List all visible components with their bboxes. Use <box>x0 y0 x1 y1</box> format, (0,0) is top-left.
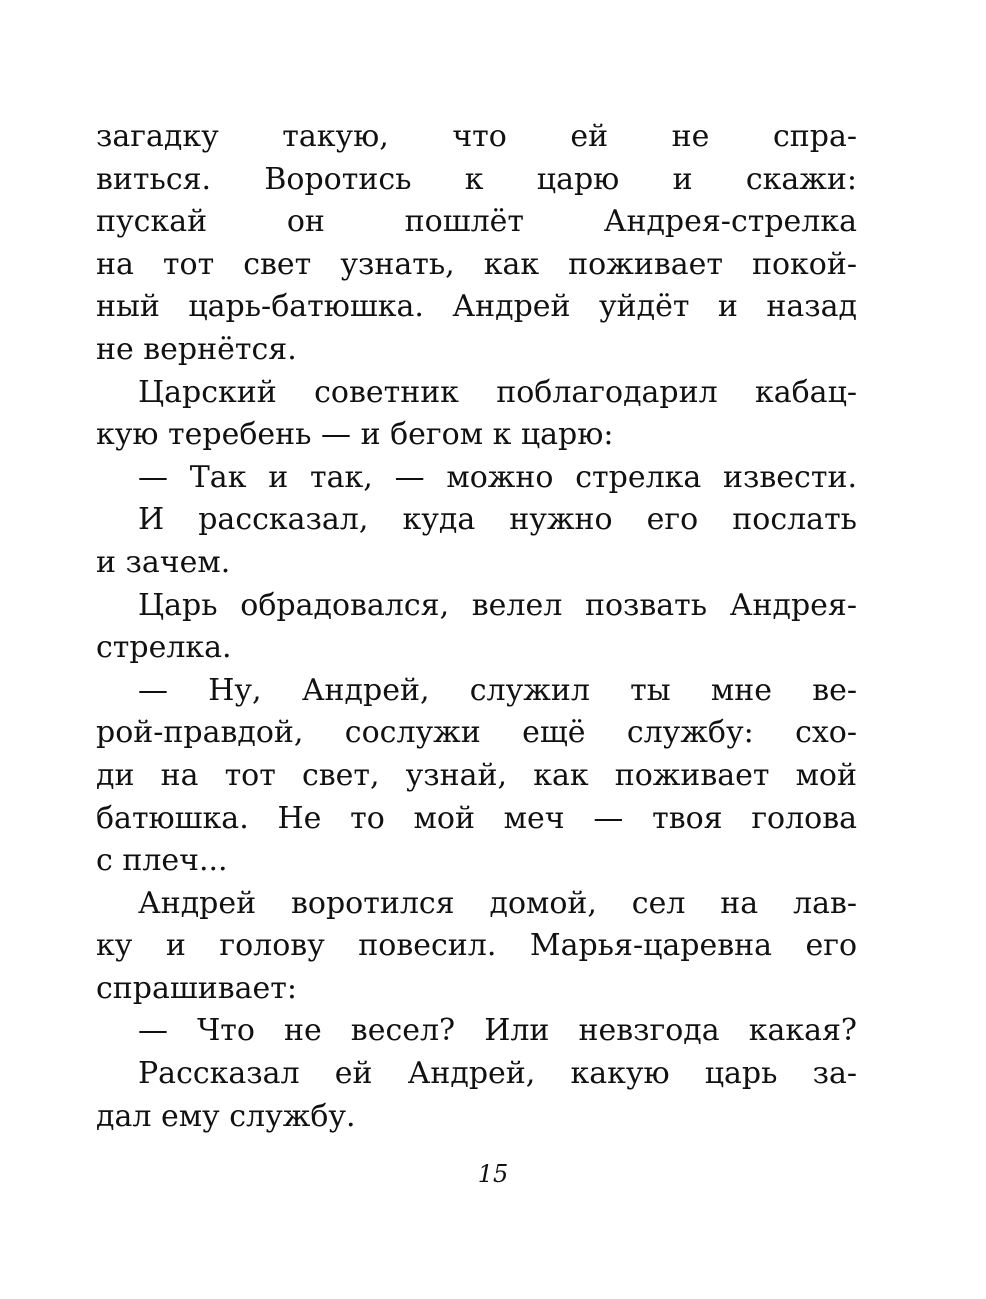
text-line: рой-правдой, сослужи ещё службу: схо- <box>96 715 857 751</box>
text-line: Царь обрадовался, велел позвать Андрея- <box>138 587 857 623</box>
text-line: с плеч... <box>96 843 228 879</box>
text-line: кую теребень — и бегом к царю: <box>96 417 614 453</box>
text-line: — Ну, Андрей, служил ты мне ве- <box>138 672 857 708</box>
text-line: и зачем. <box>96 544 231 580</box>
text-line: стрелка. <box>96 630 232 666</box>
text-line: дал ему службу. <box>96 1098 356 1134</box>
text-line: виться. Воротись к царю и скажи: <box>96 161 857 197</box>
text-line: пускай он пошлёт Андрея-стрелка <box>96 204 857 240</box>
text-line: Царский советник поблагодарил кабац- <box>138 374 857 410</box>
text-line: ди на тот свет, узнай, как поживает мой <box>96 757 857 793</box>
text-line: — Что не весел? Или невзгода какая? <box>138 1013 857 1049</box>
page-number: 15 <box>477 1160 509 1188</box>
text-line: Андрей воротился домой, сел на лав- <box>138 885 857 921</box>
text-line: И рассказал, куда нужно его послать <box>138 502 857 538</box>
text-line: — Так и так, — можно стрелка извести. <box>138 459 857 495</box>
text-line: ку и голову повесил. Марья-царевна его <box>96 928 857 964</box>
text-line: не вернётся. <box>96 331 297 367</box>
text-line: Рассказал ей Андрей, какую царь за- <box>138 1056 857 1092</box>
text-line: спрашивает: <box>96 970 298 1006</box>
text-line: на тот свет узнать, как поживает покой- <box>96 246 857 282</box>
text-line: батюшка. Не то мой меч — твоя голова <box>96 800 857 836</box>
page-text <box>96 116 857 1138</box>
text-line: ный царь-батюшка. Андрей уйдёт и назад <box>96 289 857 325</box>
text-line: загадку такую, что ей не спра- <box>96 119 857 154</box>
